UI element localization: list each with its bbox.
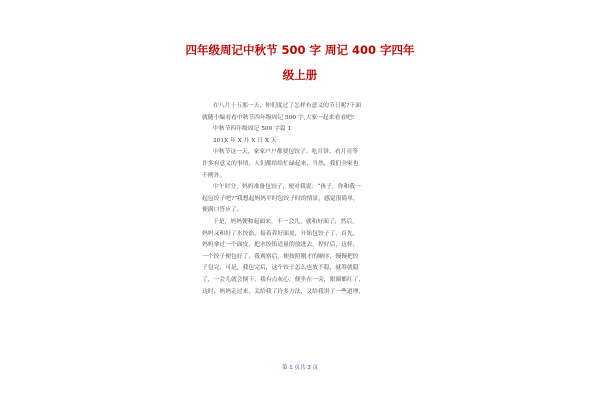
page-footer: 第 1 页共 3 页	[282, 365, 318, 371]
body-line: 中午时分，妈妈准备包饺子，便对我说：“孩子，你和我一	[213, 184, 361, 191]
body-line: 中秋节四年级周记 500 字篇 1	[213, 126, 292, 133]
body-line: 中秋节这一天，家家户户都要包饺子、吃月饼、看月亮等	[213, 149, 358, 156]
body-line: 了，一会儿就会倒下，我有点灰心，便坐在一旁，眼圈都红了，	[202, 277, 365, 283]
body-line: 便满口答应了。	[202, 207, 243, 214]
body-line: 起包饺子吧?”我想起妈妈平时包饺子时的情景，感觉很简单，	[202, 195, 359, 202]
body-line: 妈妈拿过一个面皮，把水饺馅适量的放进去，捏好后，这样，	[202, 242, 359, 249]
body-line: 于是，妈妈便和起面来，不一会儿，就和好面了，然后，	[213, 219, 358, 225]
body-line: 一个饺子便包好了，我观察后，便按照刚才的顺序，慢慢把饺	[202, 253, 359, 260]
body-line: 就随小编看看中秋节四年级周记 500 字,大家一起来看看吧!	[202, 114, 355, 121]
body-line: 201X 年 X 月 X 日 X 天	[213, 137, 277, 144]
body-line: 不例外。	[202, 172, 226, 179]
document-title-line-1: 四年级周记中秋节 500 字 周记 400 字四年	[185, 43, 415, 57]
document-title-line-2: 级上册	[282, 68, 318, 82]
body-line: 在八月十五那一天，你们度过了怎样有意义的节日呢?下面	[213, 103, 362, 109]
body-line: 妈妈又和好了水饺馅，接着养好面皮，开始包饺子了，首先，	[202, 230, 359, 237]
body-line: 这时，妈妈走过来，关给我了许多方法，又给我讲了一些道理，	[202, 288, 365, 295]
body-line: 许多有意义的事情，人们都给给忙碌起来，当然，我们全家也	[202, 161, 359, 167]
body-line: 子包完，可是，我包完后，这个饺子怎么也放不稳，就筹就稳	[202, 265, 359, 272]
